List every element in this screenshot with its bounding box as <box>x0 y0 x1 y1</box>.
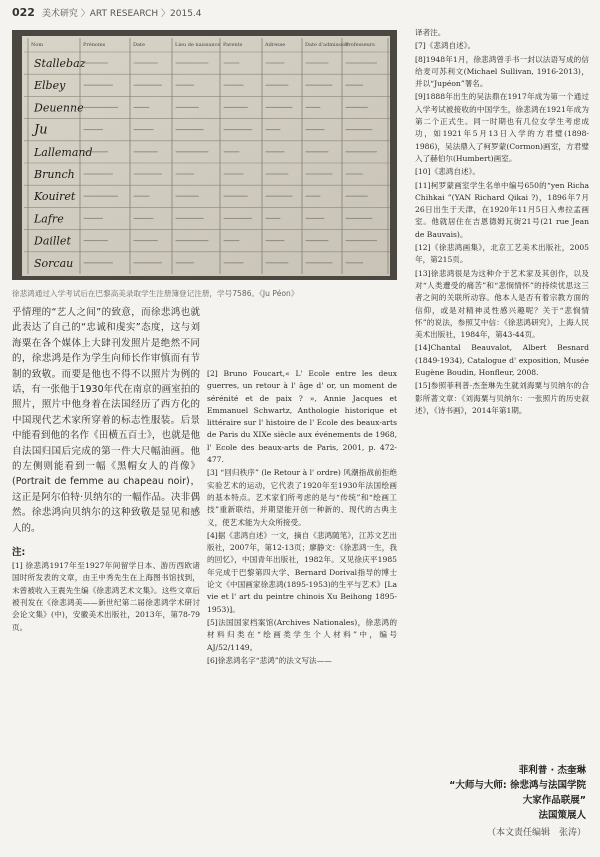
register-image <box>12 30 397 280</box>
ledger-student-name: Ju <box>34 122 48 138</box>
notes-title: 注: <box>12 547 26 559</box>
column-2 <box>207 368 397 668</box>
ledger-column-header: Lieu de naissance <box>175 42 221 48</box>
ledger-column-header: Adresse <box>265 42 286 48</box>
footnote: [2] Bruno Foucart,« L' Ecole entre les deux guerres, un retour à l' âge d' or, un moment de sérénité et de paix ? », Annie Jacques et Emmanuel Schwartz, Anthologie historique et littéraire sur l' histoire de l' Ecole des beaux-arts de Paris du XIXe siècle aux événements de 1968, l' Ecole des beaux-arts de Paris, 2001, p. 472-477. <box>207 369 397 465</box>
photo-caption: 徐悲鸿通过入学考试后在巴黎高美录取学生注册簿登记注册，学号7586。《Ju Péon》 <box>12 289 299 298</box>
author-role-line: 法国策展人 <box>538 810 586 821</box>
author-signoff <box>376 763 586 823</box>
ledger-student-name: Kouiret <box>34 190 76 204</box>
ledger-column-header: Parents <box>223 42 243 48</box>
footnote: [14]Chantal Beauvalot, Albert Besnard (1849-1934), Catalogue d' exposition, Musée Eugène Boudin, Honfleur, 2008. <box>415 343 589 378</box>
footnote: [4]据《悲鸿自述》一文，摘自《悲鸿随笔》，江苏文艺出版社，2007年，第12-13页；廖静文：《徐悲鸿一生，我的回忆》，中国青年出版社，1982年。又见徐庆平1985年完成于巴黎第四大学、Bernard Dorival指导的博士论文《中国画家徐悲鸿(1895-1953)的生平与艺术》[La vie et l' art du peintre chinois Xu Beihong 1895-1953)]。 <box>207 530 397 614</box>
column-3 <box>415 27 589 418</box>
footnote: [12]《徐悲鸿画集》，北京工艺美术出版社，2005年，第215页。 <box>415 243 589 265</box>
ledger-student-name: Brunch <box>34 168 75 181</box>
footnote: 译者注。 <box>415 28 446 37</box>
footnote: [9]1888年出生的吴法鼎在1917年成为第一个通过入学考试被接收的中国学生，徐悲鸿在1921年成为第二个正式生。同一时期也有几位女学生考虑成功，如1921年5月13日入学的方君璧(1898-1986)，吴法鼎入了柯罗蒙(Cormon)画室，方君璧入了赫伯尔(Humbert)画室。 <box>415 92 589 163</box>
column-1 <box>12 305 200 635</box>
ledger-student-name: Lallemand <box>34 145 93 159</box>
ledger-student-name: Daillet <box>34 234 71 248</box>
footnote: [3] “回归秩序” (le Retour à l' ordre) 风潮指战前拒绝实验艺术的运动，它代表了1920年至1930年法国绘画的基本特点。艺术家们所考虑的是与“传统”和“绘画工技”重新联结，并期望能开创一种新的、现代的古典主义，使艺术能为大众所接受。 <box>207 468 397 527</box>
author-role-line: 大家作品联展” <box>522 795 586 806</box>
footnote: [10]《悲鸿自述》。 <box>415 167 480 177</box>
ledger-student-name: Sorcau <box>34 256 74 270</box>
footnote: [11]柯罗蒙画室学生名单中编号650的“yen Richa Chihkai ”(YAN Richard Qikai ?)，1896年7月26日出生于天津，在1920年11月5日入弗拉孟画室。他就居住在吉恩德姆瓦街21号(21 rue Jean de Bauvais)。 <box>415 180 589 239</box>
page-number: 022 <box>12 6 35 19</box>
ledger-column-header: Nom <box>31 42 44 48</box>
ledger-student-name: Elbey <box>34 79 66 93</box>
ledger-column-header: Prénoms <box>83 42 106 48</box>
ledger-student-name: Deuenne <box>34 101 84 115</box>
ledger-student-name: Stallebaz <box>34 57 86 70</box>
ledger-column-header: Professeurs <box>345 42 375 48</box>
register-photo <box>12 30 397 280</box>
footnote: [5]法国国家档案馆(Archives Nationales)，徐悲鸿的材料归类在“绘画类学生个人材料”中，编号AJ/52/1149。 <box>207 617 397 652</box>
main-paragraph: 乎情理的“艺人之间”的致意，而徐悲鸿也就此表达了自己的“忠诚和虔实”态度，这与刘海粟在各个媒体上大肆刊发照片是绝然不同的，徐悲鸿是作为学生向师长作审慎而有节制的致敬。而要是他也不得不以照片为例的话，有一张他于1930年代在南京的画室拍的照片，照片中他身着在法国经历了西方化的中国现代艺术家所穿着的标志性服装。后景中能看到他的名作《田横五百士》，也就是他自法国归国后完成的第一件大尺幅油画。他的左侧则能看到一幅《黑帽女人的肖像》(Portrait de femme au chapeau noir)，这正是阿尔伯特·贝纳尔的一幅作品。决非偶然。徐悲鸿向贝纳尔的这种致敬是显见和感人的。 <box>12 307 200 534</box>
footnote: [1] 徐悲鸿1917年至1927年间留学日本、游历西欧诸国时所发表的文章，由王中秀先生在上海图书馆找到，未曾被收入王震先生编《徐悲鸿艺术文集》。这些文章后被刊发在《徐悲鸿美——新世纪第二届徐悲鸿学术研讨会论文集》(中)，安徽美术出版社，2013年，第78-79页。 <box>12 561 200 632</box>
ledger-student-name: Lafre <box>34 212 64 226</box>
footnote: [13]徐悲鸿很是为这种介于艺术家及其创作，以及对“人类遭受的痛苦”和“悲悯情怀”的持续忧思这三者之间的关联所动容。他本人是否有着宗教方面的信仰，或是对精神灵性感兴趣呢？关于“悲悯情怀”的说法，参照艾中信：《徐悲鸿研究》，上海人民美术出版社，1984年，第43-44页。 <box>415 268 589 340</box>
running-title: 美术研究 〉ART RESEARCH 〉2015.4 <box>41 9 202 19</box>
footnote: [6]徐悲鸿名字“悲鸿”的法文写法—— <box>207 655 332 665</box>
author-name: 菲利普 · 杰奎琳 <box>518 765 586 776</box>
author-role-line: “大师与大师: 徐悲鸿与法国学院 <box>449 780 586 791</box>
footnote: [15]参照菲利普·杰奎琳先生就刘海粟与贝纳尔的合影所著文章：《刘海粟与贝纳尔：一张照片的历史叙述》，《诗书画》，2014年第1期。 <box>415 381 589 415</box>
footnote: [8]1948年1月，徐悲鸿曾手书一封以法语写成的信给麦可苏利文(Michael Sullivan, 1916-2013)，并以“Jupéon”署名。 <box>415 54 589 89</box>
ledger-column-header: Date d'admission <box>305 42 349 48</box>
ledger-column-header: Date <box>133 42 145 48</box>
editor-credit: （本文责任编辑 张涛） <box>486 828 586 838</box>
running-header <box>12 6 202 19</box>
footnote: [7]《悲鸿自述》。 <box>415 41 476 51</box>
